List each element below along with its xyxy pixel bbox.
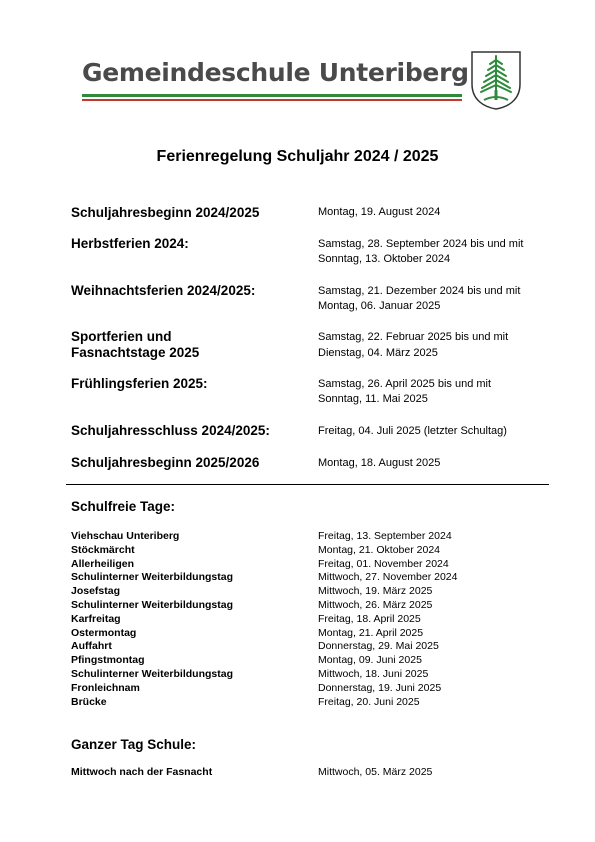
holiday-value: Samstag, 22. Februar 2025 bis und mit — [318, 331, 509, 343]
day-name: Auffahrt — [71, 640, 112, 653]
holiday-value-line2: Sonntag, 11. Mai 2025 — [318, 393, 428, 405]
holiday-label: Weihnachtsferien 2024/2025: — [71, 283, 256, 298]
section-divider — [66, 484, 549, 485]
day-date: Mittwoch, 19. März 2025 — [318, 585, 433, 598]
list-item — [71, 682, 551, 696]
holiday-label: Herbstferien 2024: — [71, 236, 189, 251]
holiday-label: Sportferien und — [71, 329, 172, 344]
day-name: Schulinterner Weiterbildungstag — [71, 571, 233, 584]
day-name: Stöckmärcht — [71, 543, 135, 556]
holiday-value: Samstag, 28. September 2024 bis und mit — [318, 238, 524, 250]
free-days-heading: Schulfreie Tage: — [71, 499, 176, 514]
holiday-label: Schuljahresbeginn 2025/2026 — [71, 455, 260, 470]
holiday-value: Montag, 19. August 2024 — [318, 206, 441, 218]
day-date: Mittwoch, 26. März 2025 — [318, 598, 433, 611]
day-name: Ostermontag — [71, 626, 137, 639]
day-date: Freitag, 20. Juni 2025 — [318, 695, 420, 708]
day-date: Mittwoch, 27. November 2024 — [318, 571, 458, 584]
free-days-list — [71, 530, 551, 709]
list-item — [71, 627, 551, 641]
holiday-value-line2: Dienstag, 04. März 2025 — [318, 347, 438, 359]
list-item — [71, 544, 551, 558]
full-day-name: Mittwoch nach der Fasnacht — [71, 766, 213, 778]
holiday-value: Samstag, 21. Dezember 2024 bis und mit — [318, 285, 521, 297]
holiday-value: Montag, 18. August 2025 — [318, 457, 441, 469]
list-item — [71, 571, 551, 585]
holiday-value-line2: Montag, 06. Januar 2025 — [318, 300, 441, 312]
page-title: Ferienregelung Schuljahr 2024 / 2025 — [156, 148, 439, 165]
list-item — [71, 613, 551, 627]
holiday-value-line2: Sonntag, 13. Oktober 2024 — [318, 253, 451, 265]
day-name: Pfingstmontag — [71, 654, 145, 667]
day-name: Schulinterner Weiterbildungstag — [71, 598, 233, 611]
day-name: Brücke — [71, 695, 107, 708]
day-name: Karfreitag — [71, 612, 121, 625]
full-day-heading: Ganzer Tag Schule: — [71, 737, 197, 752]
list-item — [71, 585, 551, 599]
header-rule-green — [82, 94, 462, 97]
day-name: Josefstag — [71, 585, 121, 598]
day-name: Fronleichnam — [71, 681, 140, 694]
holiday-label: Schuljahresschluss 2024/2025: — [71, 423, 270, 438]
list-item — [71, 530, 551, 544]
day-name: Viehschau Unteriberg — [71, 530, 180, 542]
school-name: Gemeindeschule Unteriberg — [82, 58, 469, 87]
day-date: Donnerstag, 19. Juni 2025 — [318, 681, 442, 694]
day-name: Schulinterner Weiterbildungstag — [71, 667, 233, 680]
holiday-label: Frühlingsferien 2025: — [71, 376, 208, 391]
header-rule-red — [82, 99, 462, 101]
holiday-value: Freitag, 04. Juli 2025 (letzter Schultag) — [318, 425, 507, 437]
full-day-date: Mittwoch, 05. März 2025 — [318, 766, 433, 778]
day-date: Freitag, 01. November 2024 — [318, 557, 449, 570]
day-name: Allerheiligen — [71, 557, 135, 570]
holiday-label-line2: Fasnachtstage 2025 — [71, 345, 200, 360]
day-date: Donnerstag, 29. Mai 2025 — [318, 640, 439, 653]
list-item — [71, 696, 551, 710]
day-date: Freitag, 13. September 2024 — [318, 530, 452, 542]
day-date: Montag, 21. April 2025 — [318, 626, 424, 639]
list-item — [71, 654, 551, 668]
day-date: Montag, 21. Oktober 2024 — [318, 543, 440, 556]
list-item — [71, 640, 551, 654]
list-item — [71, 599, 551, 613]
list-item — [71, 668, 551, 682]
holiday-value: Samstag, 26. April 2025 bis und mit — [318, 378, 492, 390]
day-date: Mittwoch, 18. Juni 2025 — [318, 667, 429, 680]
holiday-label: Schuljahresbeginn 2024/2025 — [71, 205, 260, 220]
list-item — [71, 558, 551, 572]
day-date: Freitag, 18. April 2025 — [318, 612, 421, 625]
fir-tree-crest-icon — [470, 50, 522, 110]
day-date: Montag, 09. Juni 2025 — [318, 654, 422, 667]
